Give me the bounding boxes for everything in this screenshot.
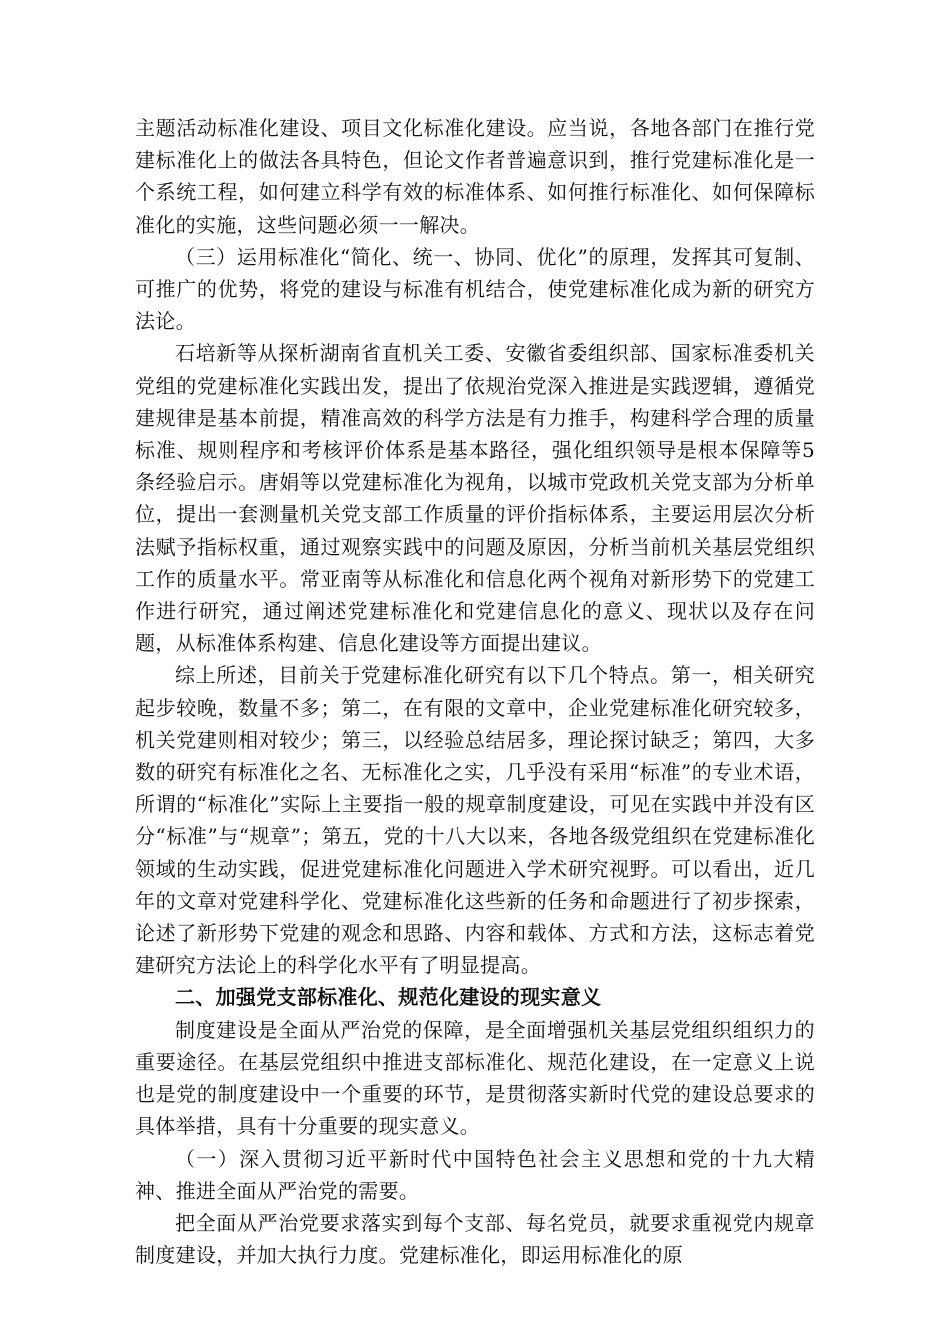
paragraph-subsection-three: （三）运用标准化“简化、统一、协同、优化”的原理，发挥其可复制、可推广的优势，将党的建设与标准有机结合，使党建标准化成为新的研究方法论。 (135, 244, 815, 334)
paragraph-case-studies: 石培新等从探析湖南省直机关工委、安徽省委组织部、国家标准委机关党组的党建标准化实践出发，提出了依规治党深入推进是实践逻辑，遵循党建规律是基本前提，精准高效的科学方法是有力推手，构建科学合理的质量标准、规则程序和考核评价体系是基本路径，强化组织领导是根本保障等5条经验启示。唐娟等以党建标准化为视角，以城市党政机关党支部为分析单位，提出一套测量机关党支部工作质量的评价指标体系，主要运用层次分析法赋予指标权重，通过观察实践中的问题及原因，分析当前机关基层党组织工作的质量水平。常亚南等从标准化和信息化两个视角对新形势下的党建工作进行研究，通过阐述党建标准化和党建信息化的意义、现状以及存在问题，从标准体系构建、信息化建设等方面提出建议。 (135, 341, 815, 656)
paragraph-continued: 主题活动标准化建设、项目文化标准化建设。应当说，各地各部门在推行党建标准化上的做法各具特色，但论文作者普遍意识到，推行党建标准化是一个系统工程，如何建立科学有效的标准体系、如何推行标准化、如何保障标准化的实施，这些问题必须一一解决。 (135, 116, 815, 237)
paragraph-institution-building: 制度建设是全面从严治党的保障，是全面增强机关基层党组织组织力的重要途径。在基层党组织中推进支部标准化、规范化建设，在一定意义上说也是党的制度建设中一个重要的环节，是贯彻落实新时代党的建设总要求的具体举措，具有十分重要的现实意义。 (135, 1017, 815, 1139)
paragraph-implementation: 把全面从严治党要求落实到每个支部、每名党员，就要求重视党内规章制度建设，并加大执行力度。党建标准化，即运用标准化的原 (135, 1210, 815, 1268)
document-page (135, 112, 815, 1271)
paragraph-subsection-one: （一）深入贯彻习近平新时代中国特色社会主义思想和党的十九大精神、推进全面从严治党的需要。 (135, 1146, 815, 1203)
section-heading: 二、加强党支部标准化、规范化建设的现实意义 (175, 985, 602, 1010)
paragraph-summary: 综上所述，目前关于党建标准化研究有以下几个特点。第一，相关研究起步较晚，数量不多；第二，在有限的文章中，企业党建标准化研究较多，机关党建则相对较少；第三，以经验总结居多，理论探讨缺乏；第四，大多数的研究有标准化之名、无标准化之实，几乎没有采用“标准”的专业术语，所谓的“标准化”实际上主要指一般的规章制度建设，可见在实践中并没有区分“标准”与“规章”；第五，党的十八大以来，各地各级党组织在党建标准化领域的生动实践，促进党建标准化问题进入学术研究视野。可以看出，近几年的文章对党建科学化、党建标准化这些新的任务和命题进行了初步探索，论述了新形势下党建的观念和思路、内容和载体、方式和方法，这标志着党建研究方法论上的科学化水平有了明显提高。 (135, 663, 815, 978)
